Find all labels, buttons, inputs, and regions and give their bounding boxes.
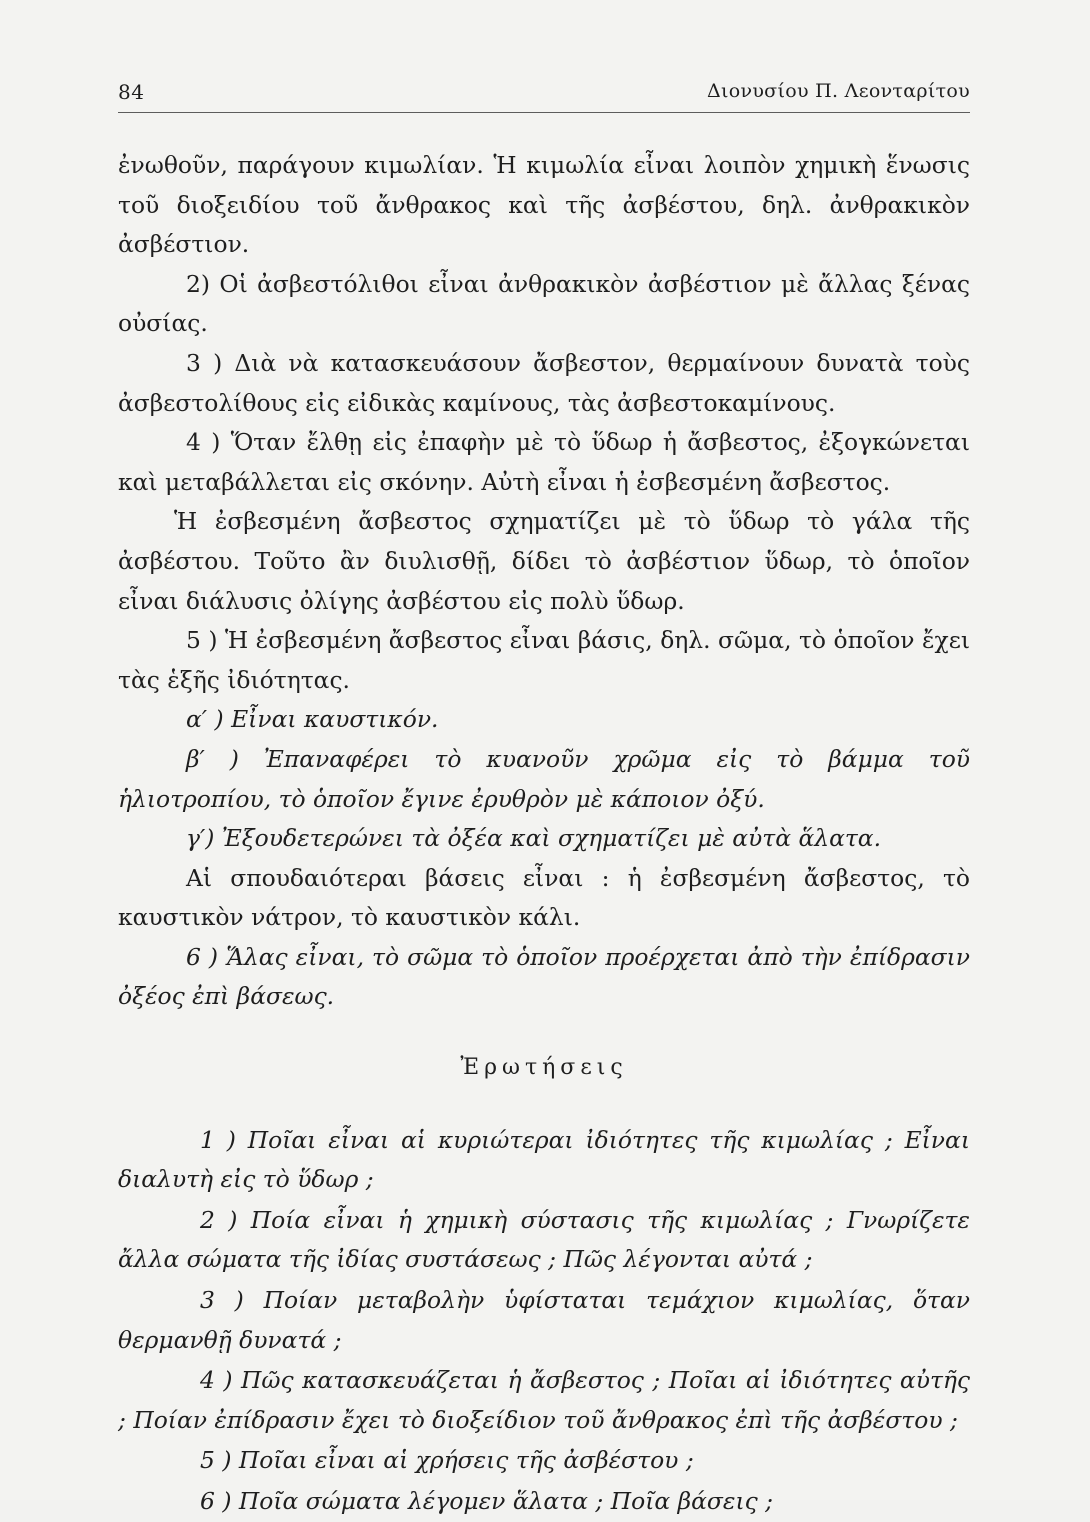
question-4: 4 ) Πῶς κατασκευάζεται ἡ ἄσβεστος ; Ποῖαι αἱ ἰδιότητες αὐτῆς ; Ποίαν ἐπίδρασιν ἔχει τὸ διοξείδιον τοῦ ἄνθρακος ἐπὶ τῆς ἀσβέστου ;: [118, 1366, 970, 1434]
running-head-author: Διονυσίου Π. Λεονταρίτου: [706, 80, 970, 102]
body-paragraph-point-5: 5 ) Ἡ ἐσβεσμένη ἄσβεστος εἶναι βάσις, δηλ. σῶμα, τὸ ὁποῖον ἔχει τὰς ἑξῆς ἰδιότητας.: [118, 626, 970, 694]
property-beta: β′ ) Ἐπαναφέρει τὸ κυανοῦν χρῶμα εἰς τὸ βάμμα τοῦ ἡλιοτροπίου, τὸ ὁποῖον ἔγινε ἐρυθρὸν μὲ κάποιον ὀξύ.: [118, 744, 970, 813]
page-header: [118, 74, 970, 113]
page-text: [118, 146, 970, 1522]
body-paragraph-point-2: 2) Οἱ ἀσβεστόλιθοι εἶναι ἀνθρακικὸν ἀσβέστιον μὲ ἄλλας ξένας οὐσίας.: [118, 269, 970, 338]
question-6: 6 ) Ποῖα σώματα λέγομεν ἅλατα ; Ποῖα βάσεις ;: [200, 1487, 774, 1515]
body-paragraph-salt-definition: 6 ) Ἅλας εἶναι, τὸ σῶμα τὸ ὁποῖον προέρχεται ἀπὸ τὴν ἐπίδρασιν ὀξέος ἐπὶ βάσεως.: [118, 942, 970, 1011]
property-alpha: α′ ) Εἶναι καυστικόν.: [186, 705, 439, 734]
body-paragraph-point-3: 3 ) Διὰ νὰ κατασκευάσουν ἄσβεστον, θερμαίνουν δυνατὰ τοὺς ἀσβεστολίθους εἰς εἰδικὰς καμίνους, τὰς ἀσβεστοκαμίνους.: [118, 348, 970, 417]
question-3: 3 ) Ποίαν μεταβολὴν ὑφίσταται τεμάχιον κιμωλίας, ὅταν θερμανθῇ δυνατά ;: [118, 1286, 970, 1354]
body-paragraph-point-4: 4 ) Ὅταν ἔλθῃ εἰς ἐπαφὴν μὲ τὸ ὕδωρ ἡ ἄσβεστος, ἐξογκώνεται καὶ μεταβάλλεται εἰς σκόνην. Αὐτὴ εἶναι ἡ ἐσβεσμένη ἄσβεστος.: [118, 428, 970, 496]
property-gamma: γ′) Ἐξουδετερώνει τὰ ὀξέα καὶ σχηματίζει μὲ αὐτὰ ἅλατα.: [186, 824, 882, 853]
body-paragraph-continuation: ἐνωθοῦν, παράγουν κιμωλίαν. Ἡ κιμωλία εἶναι λοιπὸν χημικὴ ἕνωσις τοῦ διοξειδίου τοῦ ἄνθρακος καὶ τῆς ἀσβέστου, δηλ. ἀνθρακικὸν ἀσβέστιον.: [118, 151, 970, 259]
question-2: 2 ) Ποία εἶναι ἡ χημικὴ σύστασις τῆς κιμωλίας ; Γνωρίζετε ἄλλα σώματα τῆς ἰδίας συστάσεως ; Πῶς λέγονται αὐτά ;: [118, 1205, 970, 1274]
questions-heading: Ἐρωτήσεις: [460, 1055, 628, 1081]
body-paragraph-important-bases: Αἱ σπουδαιότεραι βάσεις εἶναι : ἡ ἐσβεσμένη ἄσβεστος, τὸ καυστικὸν νάτρον, τὸ καυστικὸν κάλι.: [118, 863, 970, 932]
body-paragraph-lime-water: Ἡ ἐσβεσμένη ἄσβεστος σχηματίζει μὲ τὸ ὕδωρ τὸ γάλα τῆς ἀσβέστου. Τοῦτο ἂν διυλισθῇ, δίδει τὸ ἀσβέστιον ὕδωρ, τὸ ὁποῖον εἶναι διάλυσις ὀλίγης ἀσβέστου εἰς πολὺ ὕδωρ.: [118, 507, 970, 615]
question-5: 5 ) Ποῖαι εἶναι αἱ χρήσεις τῆς ἀσβέστου ;: [200, 1446, 694, 1475]
page-number: 84: [118, 80, 145, 104]
question-1: 1 ) Ποῖαι εἶναι αἱ κυριώτεραι ἰδιότητες τῆς κιμωλίας ; Εἶναι διαλυτὴ εἰς τὸ ὕδωρ ;: [118, 1125, 970, 1194]
